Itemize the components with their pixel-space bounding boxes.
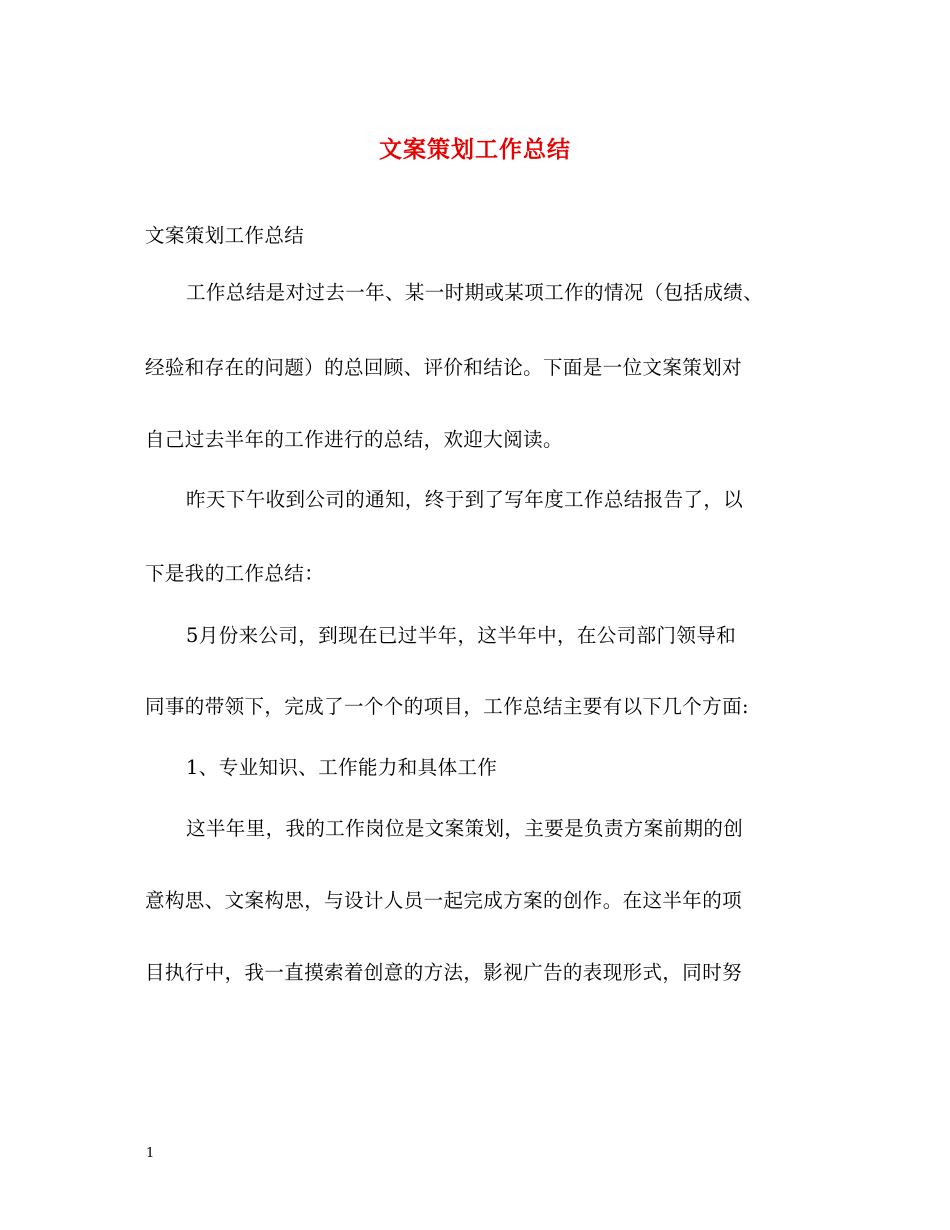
text-line: 下是我的工作总结： (145, 562, 325, 585)
text-line: 5月份来公司，到现在已过半年，这半年中，在公司部门领导和 (186, 624, 737, 647)
text-line: 文案策划工作总结 (145, 224, 305, 247)
text-line: 昨天下午收到公司的通知，终于到了写年度工作总结报告了，以 (186, 488, 744, 511)
text-line: 同事的带领下，完成了一个个的项目，工作总结主要有以下几个方面: (145, 695, 749, 718)
text-line: 工作总结是对过去一年、某一时期或某项工作的情况（包括成绩、 (186, 281, 764, 304)
text-line: 自己过去半年的工作进行的总结，欢迎大阅读。 (145, 428, 563, 451)
page-number: 1 (146, 1146, 155, 1161)
text-line: 意构思、文案构思，与设计人员一起完成方案的创作。在这半年的项 (145, 889, 743, 912)
text-line: 目执行中，我一直摸索着创意的方法，影视广告的表现形式，同时努 (145, 961, 743, 984)
text-line: 1、专业知识、工作能力和具体工作 (186, 756, 498, 779)
document-title: 文案策划工作总结 (379, 136, 571, 163)
text-line: 这半年里，我的工作岗位是文案策划，主要是负责方案前期的创 (186, 817, 744, 840)
text-line: 经验和存在的问题）的总回顾、评价和结论。下面是一位文案策划对 (145, 356, 743, 379)
